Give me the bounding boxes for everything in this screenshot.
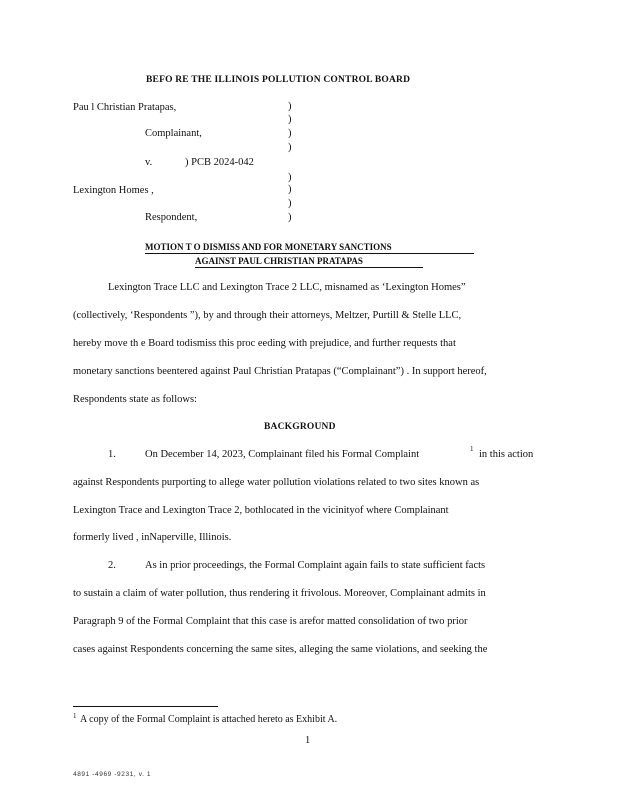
paragraph1-line: against Respondents purporting to allege water pollution violations related to two sites known as	[73, 477, 480, 488]
paragraph2-line: cases against Respondents concerning the same sites, alleging the same violations, and seeking the	[73, 644, 488, 655]
footnote-marker: 1	[73, 712, 77, 720]
footnote-reference: 1	[470, 445, 474, 453]
caption-paren: )	[288, 142, 292, 153]
section-heading: BACKGROUND	[264, 422, 336, 432]
caption-paren: )	[288, 101, 292, 112]
caption-paren: )	[288, 128, 292, 139]
motion-title-line2: AGAINST PAUL CHRISTIAN PRATAPAS	[195, 256, 363, 266]
versus-label: v.	[145, 157, 153, 168]
document-id: 4891 -4969 -9231, v. 1	[73, 771, 152, 778]
intro-line: (collectively, ‘Respondents ”), by and through their attorneys, Meltzer, Purtill & Stelle LLC,	[73, 310, 462, 321]
paragraph2-line: As in prior proceedings, the Formal Complaint again fails to state sufficient facts	[145, 560, 486, 571]
respondent-role: Respondent,	[145, 212, 198, 223]
motion-title-underline	[145, 253, 474, 254]
footnote-separator	[73, 706, 218, 707]
complainant-name: Pau l Christian Pratapas,	[73, 102, 177, 113]
intro-line: Respondents state as follows:	[73, 394, 197, 405]
caption-paren: )	[288, 172, 292, 183]
footnote-text: A copy of the Formal Complaint is attached hereto as Exhibit A.	[80, 714, 338, 725]
respondent-name: Lexington Homes ,	[73, 185, 154, 196]
caption-paren: )	[288, 114, 292, 125]
complainant-role: Complainant,	[145, 128, 202, 139]
case-number: ) PCB 2024-042	[185, 157, 254, 168]
paragraph1-line: Lexington Trace and Lexington Trace 2, bothlocated in the vicinityof where Complainant	[73, 505, 449, 516]
paragraph2-line: Paragraph 9 of the Formal Complaint that this case is arefor matted consolidation of two prior	[73, 616, 468, 627]
paragraph1-line: in this action	[479, 449, 534, 460]
paragraph2-line: to sustain a claim of water pollution, thus rendering it frivolous. Moreover, Complainant admits in	[73, 588, 486, 599]
intro-line: hereby move th e Board todismiss this proc eeding with prejudice, and further requests that	[73, 338, 456, 349]
intro-line: Lexington Trace LLC and Lexington Trace 2 LLC, misnamed as ‘Lexington Homes”	[108, 282, 466, 293]
paragraph-number: 1.	[108, 449, 116, 460]
paragraph-number: 2.	[108, 560, 116, 571]
intro-line: monetary sanctions beentered against Paul Christian Pratapas (“Complainant”) . In support hereof,	[73, 366, 487, 377]
paragraph1-line: formerly lived , inNaperville, Illinois.	[73, 532, 232, 543]
page-number: 1	[305, 735, 311, 746]
motion-title-underline	[195, 267, 423, 268]
caption-paren: )	[288, 198, 292, 209]
court-title: BEFO RE THE ILLINOIS POLLUTION CONTROL BOARD	[146, 75, 411, 85]
motion-title-line1: MOTION T O DISMISS AND FOR MONETARY SANCTIONS	[145, 242, 392, 252]
caption-paren: )	[288, 212, 292, 223]
caption-paren: )	[288, 184, 292, 195]
paragraph1-line: On December 14, 2023, Complainant filed his Formal Complaint	[145, 449, 420, 460]
